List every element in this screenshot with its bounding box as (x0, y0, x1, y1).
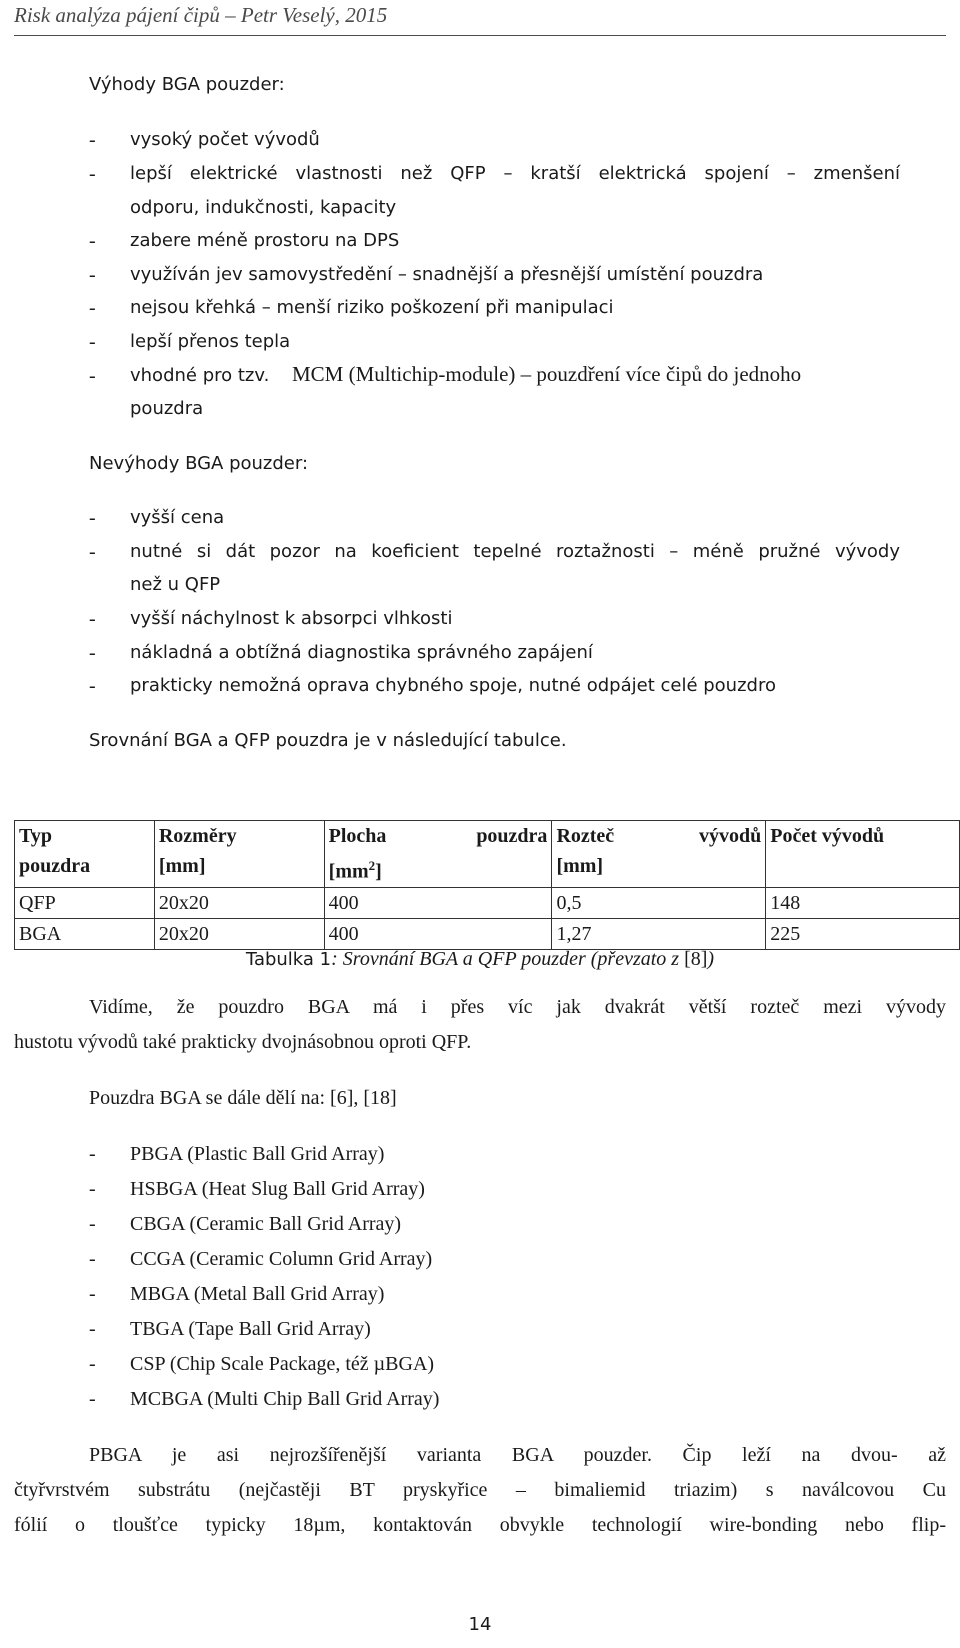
header-text: [mm] (556, 855, 604, 877)
disadvantage-item: vyšší cena (130, 507, 225, 528)
bullet-dash: - (89, 507, 96, 529)
header-text: Počet vývodů (770, 825, 885, 847)
advantage-item-cont: odporu, indukčnosti, kapacity (130, 197, 397, 218)
table-cell: BGA (15, 918, 155, 949)
header-text: Rozteč (556, 825, 615, 847)
bullet-dash: - (89, 1248, 96, 1270)
table-cell: 225 (766, 918, 960, 949)
disadvantages-heading: Nevýhody BGA pouzder: (89, 453, 309, 474)
table-cell: 1,27 (552, 918, 766, 949)
bullet-dash: - (89, 163, 96, 185)
header-line (556, 821, 761, 851)
table-caption (0, 946, 960, 973)
caption-colon: : (331, 948, 338, 970)
header-text: Plocha (328, 825, 387, 847)
advantage-item: nejsou křehká – menší riziko poškození při manipulaci (130, 297, 614, 318)
bullet-dash: - (89, 1318, 96, 1340)
bullet-dash: - (89, 1213, 96, 1235)
table-cell: 20x20 (154, 887, 324, 918)
disadvantage-item: vyšší náchylnost k absorpci vlhkosti (130, 608, 453, 629)
header-line (329, 821, 548, 851)
disadvantage-item: nutné si dát pozor na koeficient tepelné roztažnosti – méně pružné vývody (130, 541, 900, 562)
header-line (329, 851, 548, 887)
bullet-dash: - (89, 541, 96, 563)
header-text: vývodů (698, 825, 762, 847)
advantage-item: vysoký počet vývodů (130, 129, 320, 150)
disadvantage-item: nákladná a obtížná diagnostika správného zapájení (130, 642, 593, 663)
division-item: MBGA (Metal Ball Grid Array) (130, 1283, 385, 1305)
paragraph-line: PBGA je asi nejrozšířenější varianta BGA pouzder. Čip leží na dvou- až (89, 1444, 946, 1466)
division-item: PBGA (Plastic Ball Grid Array) (130, 1143, 385, 1165)
comparison-table (14, 820, 960, 950)
caption-label: Tabulka 1 (245, 949, 332, 970)
paragraph-line: fólií o tloušťce typicky 18µm, kontaktován obvykle technologií wire-bonding nebo flip- (14, 1514, 946, 1536)
table-row (15, 887, 960, 918)
table-row (15, 918, 960, 949)
bullet-dash: - (89, 129, 96, 151)
paragraph-line: čtyřvrstvém substrátu (nejčastěji BT pryskyřice – bimaliemid triazim) s naválcovou Cu (14, 1479, 946, 1501)
advantage-item: lepší elektrické vlastnosti než QFP – kratší elektrická spojení – zmenšení (130, 163, 900, 184)
advantage-item: lepší přenos tepla (130, 331, 291, 352)
disadvantage-item: prakticky nemožná oprava chybného spoje, nutné odpájet celé pouzdro (130, 675, 776, 696)
running-header: Risk analýza pájení čipů – Petr Veselý, 2015 (14, 3, 388, 27)
header-text: pouzdra (476, 825, 548, 847)
division-intro: Pouzdra BGA se dále dělí na: [6], [18] (89, 1087, 397, 1109)
header-text: Rozměry (158, 825, 237, 847)
header-text: pouzdra (19, 855, 91, 877)
header-rule (14, 35, 946, 36)
caption-ref: [8] (684, 948, 708, 970)
bullet-dash: - (89, 1388, 96, 1410)
advantage-item: vhodné pro tzv. (130, 365, 270, 386)
disadvantage-item-cont: než u QFP (130, 574, 221, 595)
page-number: 14 (468, 1614, 492, 1635)
division-item: HSBGA (Heat Slug Ball Grid Array) (130, 1178, 425, 1200)
header-cell-dimensions (154, 821, 324, 888)
header-text: [mm] (158, 855, 206, 877)
bullet-dash: - (89, 1178, 96, 1200)
division-item: MCBGA (Multi Chip Ball Grid Array) (130, 1388, 440, 1410)
bullet-dash: - (89, 1283, 96, 1305)
bullet-dash: - (89, 230, 96, 252)
header-text: ] (375, 860, 382, 883)
advantages-heading: Výhody BGA pouzder: (89, 74, 285, 95)
header-cell-type (15, 821, 155, 888)
paragraph-line: hustotu vývodů také prakticky dvojnásobnou oproti QFP. (14, 1031, 472, 1053)
bullet-dash: - (89, 365, 96, 387)
division-item: CSP (Chip Scale Package, též µBGA) (130, 1353, 435, 1375)
bullet-dash: - (89, 608, 96, 630)
header-cell-pitch (552, 821, 766, 888)
bullet-dash: - (89, 1143, 96, 1165)
advantage-item-mcm: MCM (Multichip-module) – pouzdření více čipů do jednoho (292, 362, 802, 386)
table-cell: 148 (766, 887, 960, 918)
advantage-item: zabere méně prostoru na DPS (130, 230, 400, 251)
header-superscript: 2 (368, 858, 376, 873)
header-cell-pin-count (766, 821, 960, 888)
paragraph-line: Vidíme, že pouzdro BGA má i přes víc jak dvakrát větší rozteč mezi vývody (89, 996, 946, 1018)
comparison-intro: Srovnání BGA a QFP pouzdra je v následující tabulce. (89, 730, 567, 751)
header-text: [mm (328, 860, 369, 883)
advantage-item-cont: pouzdra (130, 398, 204, 419)
table-cell: 0,5 (552, 887, 766, 918)
bullet-dash: - (89, 1353, 96, 1375)
division-item: TBGA (Tape Ball Grid Array) (130, 1318, 371, 1340)
bullet-dash: - (89, 331, 96, 353)
division-item: CBGA (Ceramic Ball Grid Array) (130, 1213, 402, 1235)
bullet-dash: - (89, 642, 96, 664)
header-text: Typ (19, 825, 52, 847)
advantage-item: využíván jev samovystředění – snadnější a přesnější umístění pouzdra (130, 264, 764, 285)
table-cell: QFP (15, 887, 155, 918)
caption-close: ) (707, 948, 715, 970)
table-cell: 400 (324, 918, 552, 949)
table-header-row (15, 821, 960, 888)
table-cell: 400 (324, 887, 552, 918)
bullet-dash: - (89, 297, 96, 319)
bullet-dash: - (89, 264, 96, 286)
header-cell-area (324, 821, 552, 888)
division-item: CCGA (Ceramic Column Grid Array) (130, 1248, 433, 1270)
caption-text: Srovnání BGA a QFP pouzder (převzato z (337, 948, 685, 970)
bullet-dash: - (89, 675, 96, 697)
table-cell: 20x20 (154, 918, 324, 949)
